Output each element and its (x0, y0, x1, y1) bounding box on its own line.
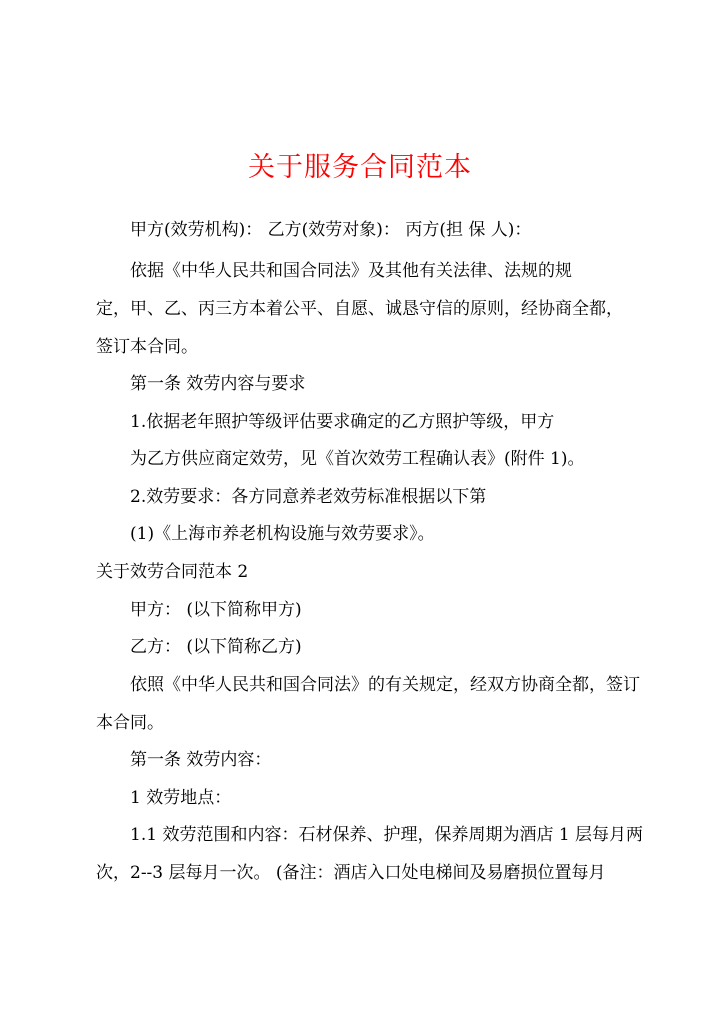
paragraph-line: 依照《中华人民共和国合同法》的有关规定，经双方协商全都，签订 (130, 675, 640, 695)
article-heading: 第一条 效劳内容与要求 (130, 374, 306, 394)
document-title: 关于服务合同范本 (248, 152, 472, 183)
parties-line: 甲方(效劳机构)： 乙方(效劳对象)： 丙方(担 保 人)： (130, 220, 532, 240)
party-b-line: 乙方： (以下简称乙方) (130, 637, 302, 657)
paragraph-line: 依据《中华人民共和国合同法》及其他有关法律、法规的规 (130, 261, 572, 281)
paragraph-line: 1.依据老年照护等级评估要求确定的乙方照护等级，甲方 (130, 412, 555, 432)
paragraph-line: (1)《上海市养老机构设施与效劳要求》。 (130, 524, 435, 544)
section-heading: 关于效劳合同范本 2 (96, 562, 249, 582)
paragraph-line: 1 效劳地点： (130, 788, 232, 808)
paragraph-line: 为乙方供应商定效劳，见《首次效劳工程确认表》(附件 1)。 (130, 449, 585, 469)
paragraph-line: 签订本合同。 (96, 337, 198, 357)
article-heading: 第一条 效劳内容： (130, 750, 272, 770)
party-a-line: 甲方： (以下简称甲方) (130, 600, 302, 620)
paragraph-line: 1.1 效劳范围和内容：石材保养、护理，保养周期为酒店 1 层每月两 (130, 825, 644, 845)
paragraph-line: 本合同。 (96, 713, 164, 733)
paragraph-line: 次，2--3 层每月一次。 (备注：酒店入口处电梯间及易磨损位置每月 (96, 863, 606, 883)
paragraph-line: 2.效劳要求：各方同意养老效劳标准根据以下第 (130, 487, 487, 507)
paragraph-line: 定，甲、乙、丙三方本着公平、自愿、诚恳守信的原则，经协商全都， (96, 299, 623, 319)
